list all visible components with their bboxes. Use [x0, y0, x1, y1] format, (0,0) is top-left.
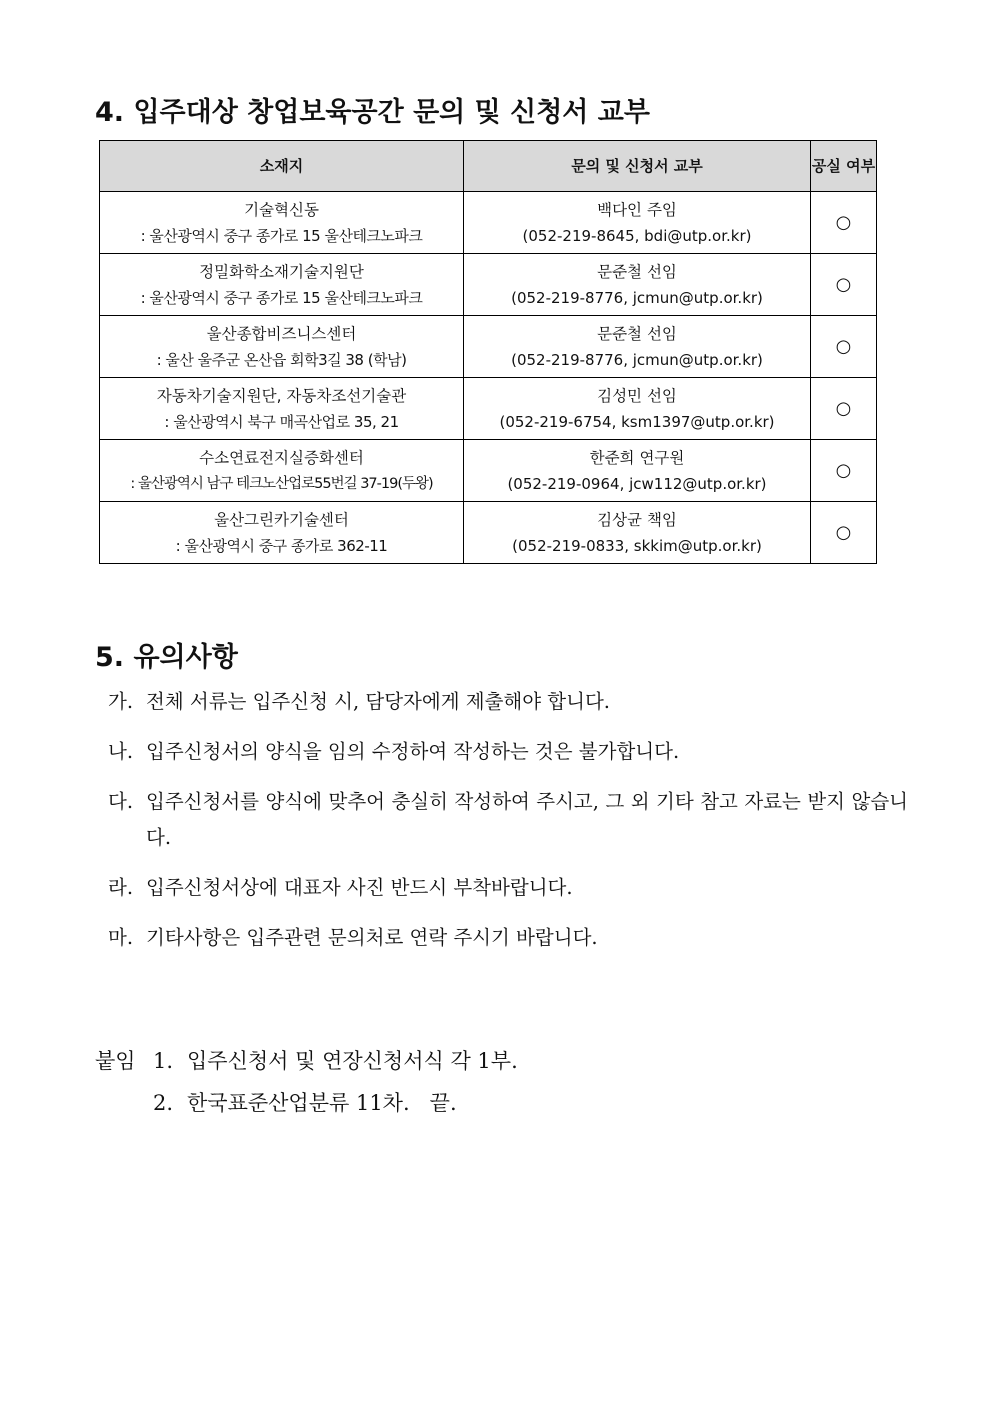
contact-info: (052-219-8645, bdi@utp.or.kr) [522, 226, 752, 245]
table-row [100, 192, 877, 254]
header-vacancy-line2: 여부 [846, 157, 876, 175]
header-vacancy [811, 141, 877, 192]
table-row [100, 502, 877, 564]
note-text: 전체 서류는 입주신청 시, 담당자에게 제출해야 합니다. [146, 690, 611, 713]
contact-info: (052-219-8776, jcmun@utp.or.kr) [511, 288, 763, 307]
vacancy-mark: ○ [811, 440, 877, 502]
table-header-row [100, 141, 877, 192]
contact-info: (052-219-8776, jcmun@utp.or.kr) [511, 350, 763, 369]
incubation-space-table [99, 140, 877, 564]
facility-name: 수소연료전지실증화센터 [199, 448, 364, 467]
header-contact: 문의 및 신청서 교부 [464, 141, 811, 192]
contact-cell [464, 316, 811, 378]
contact-cell [464, 254, 811, 316]
facility-address: : 울산광역시 남구 테크노산업로55번길 37-19(두왕) [130, 475, 433, 492]
note-text: 기타사항은 입주관련 문의처로 연락 주시기 바랍니다. [146, 926, 598, 949]
attachment-text: 입주신청서 및 연장신청서식 각 1부. [187, 1049, 518, 1073]
facility-address: : 울산 울주군 온산읍 회학3길 38 (학남) [156, 350, 407, 369]
facility-name: 기술혁신동 [244, 200, 319, 219]
note-text: 입주신청서를 양식에 맞추어 충실히 작성하여 주시고, 그 외 기타 참고 자료는 받지 않습니다. [146, 790, 908, 849]
section-5-title: 5. 유의사항 [95, 642, 238, 673]
contact-cell [464, 440, 811, 502]
vacancy-mark: ○ [811, 316, 877, 378]
note-marker: 나. [108, 740, 134, 763]
contact-info: (052-219-0833, skkim@utp.or.kr) [512, 536, 762, 555]
facility-name: 자동차기술지원단, 자동차조선기술관 [156, 386, 407, 405]
location-cell [100, 316, 464, 378]
contact-cell [464, 378, 811, 440]
header-vacancy-line1: 공실 [811, 157, 841, 175]
table-row [100, 254, 877, 316]
contact-person: 문준철 선임 [597, 324, 677, 343]
location-cell [100, 192, 464, 254]
attachment-number: 2. [153, 1091, 174, 1115]
attachment-text: 한국표준산업분류 11차. 끝. [187, 1091, 457, 1115]
note-marker: 라. [108, 876, 134, 899]
facility-address: : 울산광역시 북구 매곡산업로 35, 21 [164, 412, 399, 431]
list-item [108, 920, 908, 956]
vacancy-mark: ○ [811, 192, 877, 254]
note-text: 입주신청서의 양식을 임의 수정하여 작성하는 것은 불가합니다. [146, 740, 680, 763]
location-cell [100, 440, 464, 502]
attachment-item [95, 1082, 518, 1124]
facility-name: 울산종합비즈니스센터 [206, 324, 357, 343]
section-4-title: 4. 입주대상 창업보육공간 문의 및 신청서 교부 [95, 97, 650, 128]
list-item [108, 870, 908, 906]
contact-cell [464, 502, 811, 564]
facility-address: : 울산광역시 중구 종가로 362-11 [175, 536, 388, 555]
list-item [108, 734, 908, 770]
contact-person: 문준철 선임 [597, 262, 677, 281]
attachment-label: 붙임 [95, 1049, 136, 1073]
note-text: 입주신청서상에 대표자 사진 반드시 부착바랍니다. [146, 876, 573, 899]
location-cell [100, 254, 464, 316]
table-row [100, 378, 877, 440]
contact-person: 김상균 책임 [597, 510, 677, 529]
facility-name: 정밀화학소재기술지원단 [199, 262, 364, 281]
location-cell [100, 502, 464, 564]
list-item [108, 784, 908, 856]
facility-address: : 울산광역시 중구 종가로 15 울산테크노파크 [140, 226, 423, 245]
table-row [100, 316, 877, 378]
facility-address: : 울산광역시 중구 종가로 15 울산테크노파크 [140, 288, 423, 307]
note-marker: 가. [108, 690, 134, 713]
contact-person: 김성민 선임 [597, 386, 677, 405]
vacancy-mark: ○ [811, 378, 877, 440]
list-item [108, 684, 908, 720]
attachments [95, 1040, 518, 1124]
attachment-number: 1. [153, 1049, 174, 1073]
location-cell [100, 378, 464, 440]
contact-info: (052-219-6754, ksm1397@utp.or.kr) [499, 412, 775, 431]
contact-person: 한준희 연구원 [589, 448, 685, 467]
header-location: 소재지 [100, 141, 464, 192]
note-marker: 다. [108, 790, 134, 813]
contact-info: (052-219-0964, jcw112@utp.or.kr) [507, 474, 767, 493]
contact-cell [464, 192, 811, 254]
note-marker: 마. [108, 926, 134, 949]
table-row [100, 440, 877, 502]
vacancy-mark: ○ [811, 254, 877, 316]
facility-name: 울산그린카기술센터 [214, 510, 349, 529]
notes-list [108, 684, 908, 970]
vacancy-mark: ○ [811, 502, 877, 564]
attachment-item [95, 1040, 518, 1082]
contact-person: 백다인 주임 [597, 200, 677, 219]
